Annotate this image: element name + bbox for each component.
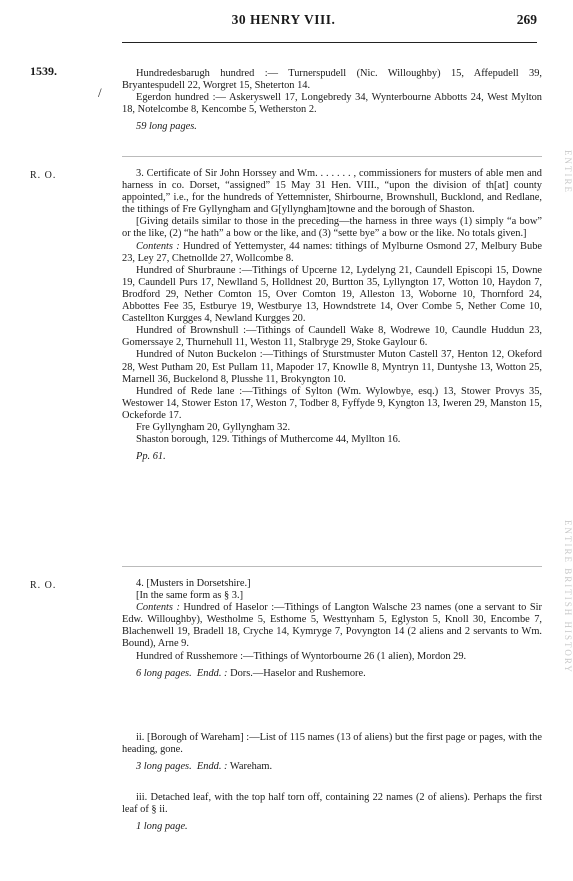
section-separator [122, 566, 542, 567]
entry-top-paragraph-2: Egerdon hundred :— Askeryswell 17, Longebredy 34, Wynterbourne Abbotts 24, West Mylton 18, Notelcombe 8, Kencombe 5, Wetherston 2. [122, 92, 542, 116]
entry-top-pages: 59 long pages. [136, 121, 197, 133]
entry-3-pages: Pp. 61. [136, 451, 166, 463]
side-stamp-bottom: ENTIRE BRITISH HISTORY [563, 520, 573, 674]
entry-4-pages-endd [122, 668, 542, 680]
side-stamp-top: ENTIRE [563, 150, 573, 194]
entry-4-note: [In the same form as § 3.] [136, 590, 244, 602]
entry-3-contents-text: Hundred of Yettemyster, 44 names: tithings of Mylburne Osmond 27, Melbury Bube 23, Ley 27, Chetnollde 27, Wollcombe 8. [122, 240, 542, 264]
entry-4-russhemore: Hundred of Russhemore :—Tithings of Wyntorbourne 26 (1 alien), Mordon 29. [136, 650, 467, 662]
entry-4-endd-text: Dors.—Haselor and Rushemore. [227, 667, 366, 679]
entry-3-rede-lane: Hundred of Rede lane :—Tithings of Sylton (Wm. Wylowbye, esq.) 13, Stower Provys 35, Westower 14, Stower Eston 17, Weston 7, Todber 8, Fyffyde 9, Kyngton 13, Iweren 29, Manston 15, Ockeforde 17. [122, 385, 542, 421]
header-rule [122, 42, 537, 43]
entry-3-contents-label: Contents : [136, 240, 180, 252]
entry-3-shaston: Shaston borough, 129. Tithings of Muthercome 44, Myllton 16. [136, 434, 401, 446]
entry-3-note: [Giving details similar to those in the preceding—the harness in three ways (1) simply “a bow” or the like, (2) “he hath” a bow or the like, and (3) “sette bye” a bow or the like. No totals given.] [122, 216, 542, 240]
entry-ii-endd-text: Wareham. [227, 761, 273, 773]
entry-iii [122, 792, 542, 833]
entry-3-shurbraune: Hundred of Shurbraune :—Tithings of Upcerne 12, Lydelyng 21, Caundell Episcopi 15, Downe 19, Caundell Purs 17, Newlland 5, Holldnest 20, Burtton 35, Lyllyngton 17, Wotton 10, Haydon 7, Brodford 29, Nether Comton 15, Over Comton 19, Alleston 13, Woborne 10, Thornford 24, Abbottes Fee 35, Estburye 19, Westburye 13, Howndstrete 14, Over Combe 5, Nether Come 10, Castellton Kurgges 4, Newland Kurgges 20. [122, 264, 542, 325]
entry-4-endd-label: Endd. : [196, 667, 228, 679]
entry-ii-pages-endd [122, 761, 542, 773]
margin-tick-mark: / [98, 85, 102, 100]
entry-3-contents [122, 241, 542, 265]
page-number: 269 [516, 12, 537, 27]
entry-4-pages: 6 long pages. [136, 667, 192, 679]
margin-ro-1: R. O. [30, 170, 57, 181]
page-header [0, 12, 567, 36]
entry-3 [122, 168, 542, 463]
entry-3-brownshull: Hundred of Brownshull :—Tithings of Caundell Wake 8, Wodrewe 10, Caundle Huddun 23, Gomerssaye 2, Thurnehull 11, Weston 11, Stalbryge 29, Stoke Gaylour 6. [122, 325, 542, 349]
entry-ii-endd-label: Endd. : [196, 761, 228, 773]
year-marker: 1539. [30, 64, 57, 78]
margin-ro-2: R. O. [30, 580, 57, 591]
entry-4-contents [122, 602, 542, 650]
entry-4-contents-label: Contents : [136, 602, 180, 614]
section-separator [122, 156, 542, 157]
entry-ii [122, 732, 542, 773]
entry-4-heading: 4. [Musters in Dorsetshire.] [136, 578, 251, 589]
running-head: 30 HENRY VIII. [231, 12, 336, 27]
entry-iii-text: iii. Detached leaf, with the top half torn off, containing 22 names (2 of aliens). Perhaps the first leaf of § ii. [122, 792, 542, 816]
entry-3-gyllyngham: Fre Gyllyngham 20, Gyllyngham 32. [136, 421, 291, 433]
entry-3-nuton-buckelon: Hundred of Nuton Buckelon :—Tithings of Sturstmuster Muton Castell 37, Henton 12, Okeford 28, West Putham 20, Est Pullam 11, Mapoder 17, Knowlle 8, Myntryn 11, Duntyshe 13, Wotton 25, Marnell 36, Buckelond 8, Plusshe 11, Brokyngton 10. [122, 349, 542, 385]
entry-ii-text: ii. [Borough of Wareham] :—List of 115 names (13 of aliens) but the first page or pages, with the heading, gone. [122, 732, 542, 756]
entry-top-paragraph-1: Hundredesbarugh hundred :— Turnerspudell (Nic. Willoughby) 15, Affepudell 39, Bryantespudell 22, Worgret 15, Sheterton 14. [122, 68, 542, 92]
entry-4 [122, 578, 542, 680]
entry-4-contents-text: Hundred of Haselor :—Tithings of Langton Walsche 23 names (one a servant to Sir Edw. Willoughby), Westholme 5, Esthome 5, Westtynham 5, Eglyston 5, Knoll 30, Encombe 7, Blachenwell 19, Bradell 18, Cryche 14, Kymryge 7, Povyngton 14 (2 aliens and 2 servants to Wm. Bound), Arne 9. [122, 602, 542, 650]
entry-3-heading: 3. Certificate of Sir John Horssey and Wm. . . . . . . , commissioners for musters of able men and harness in co. Dorset, “assigned” 15 May 31 Hen. VIII., “upon the division of th[at] county appointed,” i.e., for the hundreds of Yettemnister, Shirbourne, Brownshull, Bucklond, and Redlane, the tithings of Fre Gyllyngham and G[yllyngham]towne and the borough of Shaston. [122, 168, 542, 216]
entry-iii-pages: 1 long page. [136, 821, 188, 833]
entry-top [122, 68, 542, 133]
entry-ii-pages: 3 long pages. [136, 761, 192, 773]
